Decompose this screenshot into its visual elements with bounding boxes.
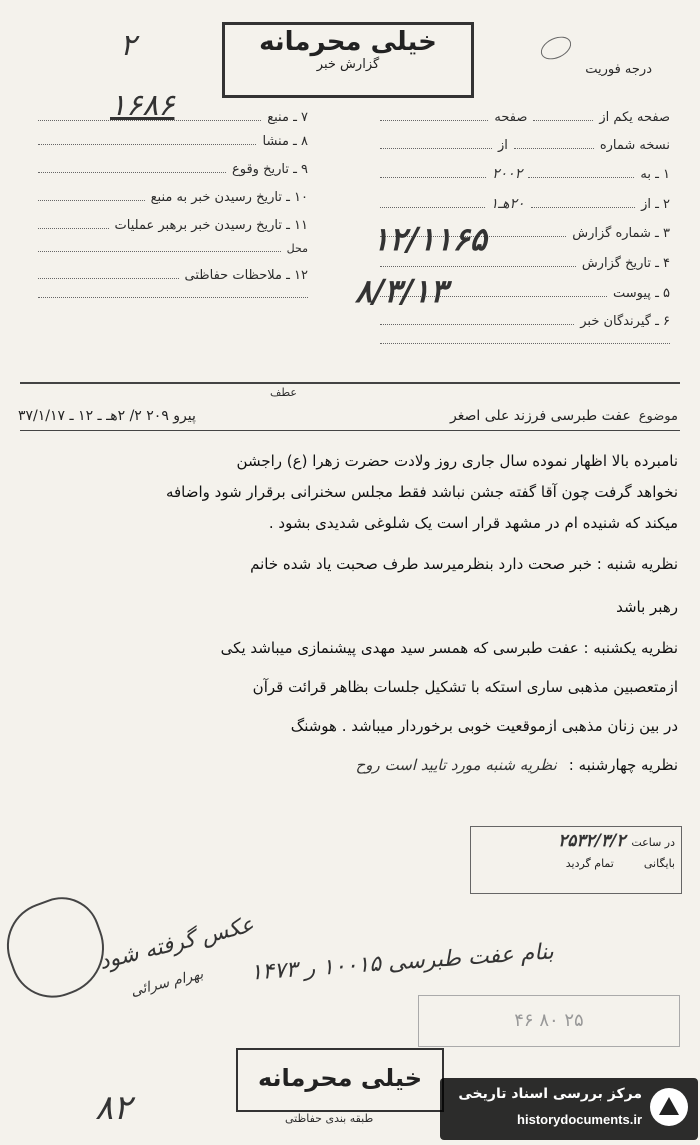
wednesday-row <box>28 750 678 781</box>
watermark-url: historydocuments.ir <box>517 1112 642 1127</box>
field-from: ۲ ـ از ۲۰هـ۱ <box>380 196 670 226</box>
classification-caption: طبقه بندی حفاظتی <box>285 1112 374 1125</box>
received-stamp <box>470 826 682 894</box>
subject-label: موضوع <box>638 409 678 424</box>
report-number-handwritten: ۱۲/۱۱۶۵ <box>372 220 487 258</box>
header-separator <box>20 382 680 384</box>
field-security-notes-cont <box>38 296 308 318</box>
field-origin: ۸ ـ منشا <box>38 134 308 162</box>
report-body <box>28 446 678 781</box>
field-report-number: ۳ ـ شماره گزارش <box>380 226 670 256</box>
watermark-logo-icon <box>650 1088 688 1126</box>
field-source: ۷ ـ منبع <box>38 110 308 134</box>
field-attachment: ۵ ـ پیوست <box>380 286 670 314</box>
watermark <box>440 1078 698 1140</box>
bottom-note-handwritten: عکس گرفته شود <box>96 912 257 975</box>
report-date-handwritten: ۸/۳/۱۳ <box>355 272 448 310</box>
subject-underline <box>20 430 680 431</box>
classification-stamp-bottom-main: خیلی محرمانه <box>257 1064 423 1092</box>
received-stamp-archive: بایگانی <box>643 857 675 870</box>
field-security-notes: ۱۲ ـ ملاحظات حفاظتی <box>38 268 308 296</box>
received-stamp-label: در ساعت <box>631 836 675 849</box>
body-line: میکند که شنیده ام در مشهد قرار است یک شلوغی شدیدی بشود . <box>268 514 678 532</box>
field-operation-leader-date: ۱۱ ـ تاریخ رسیدن خبر برهبر عملیات <box>38 218 308 242</box>
page-number-bottom: ۸۲ <box>95 1088 132 1128</box>
bottom-name-handwritten: بهرام سرائی <box>129 966 205 1000</box>
field-source-receipt-date: ۱۰ ـ تاریخ رسیدن خبر به منبع <box>38 190 308 218</box>
field-location: محل <box>38 242 308 268</box>
signature-scribble <box>0 886 118 1009</box>
body-line: ازمتعصبین مذهبی ساری استکه با تشکیل جلسات بظاهر قرائت قرآن <box>252 678 678 696</box>
field-recipients-cont <box>380 342 670 364</box>
received-stamp-number: ۲۵۳۲/۳/۲ <box>558 831 626 851</box>
faint-stamp: ۴۶ ۸۰ ۲۵ <box>418 995 680 1047</box>
body-line: نظریه چهارشنبه : <box>568 756 678 774</box>
urgency-label: درجه فوریت <box>585 62 652 77</box>
field-page: صفحه یکم از صفحه <box>380 110 670 138</box>
left-field-list <box>38 110 308 318</box>
classification-stamp-top <box>222 22 474 98</box>
field-to: ۱ ـ به ۲۰۰۲ <box>380 166 670 196</box>
body-line: نظریه شنبه : خبر صحت دارد بنظرمیرسد طرف صحبت یاد شده خانم <box>250 555 678 573</box>
subject-row <box>18 408 678 424</box>
classification-stamp-sub: گزارش خبر <box>316 57 380 72</box>
classification-stamp-bottom <box>236 1048 444 1112</box>
classification-stamp-main: خیلی محرمانه <box>259 27 437 57</box>
watermark-title: مرکز بررسی اسناد تاریخی <box>458 1086 642 1102</box>
field-recipients: ۶ ـ گیرندگان خبر <box>380 314 670 342</box>
body-line: در بین زنان مذهبی ازموقعیت خوبی برخوردار میباشد . هوشنگ <box>290 717 678 735</box>
field-occurrence-date: ۹ ـ تاریخ وقوع <box>38 162 308 190</box>
field-report-date: ۴ ـ تاریخ گزارش <box>380 256 670 286</box>
body-line: رهبر باشد <box>616 598 678 616</box>
wednesday-handwritten: نظریه شنبه مورد تایید است روح <box>355 756 557 774</box>
page-number-handwritten: ۲ <box>120 28 137 63</box>
urgency-mark <box>537 32 574 64</box>
subject-annotation: عطف <box>270 386 297 399</box>
serial-number-handwritten: ۱۶۸۶ <box>110 88 175 123</box>
subject-reference: پیرو ۲۰۹ ۲/ ۲هـ ـ ۱۲ ـ ۳۷/۱/۱۷ <box>18 408 196 424</box>
subject-text: عفت طبرسی فرزند علی اصغر <box>449 408 631 424</box>
field-copy-number: نسخه شماره از <box>380 138 670 166</box>
received-stamp-done: تمام گردید <box>565 857 614 870</box>
center-note-handwritten: بنام عفت طبرسی ۱۰۰۱۵ ر ۱۴۷۳ <box>249 939 555 986</box>
body-line: نامبرده بالا اظهار نموده سال جاری روز ولادت حضرت زهرا (ع) راجشن <box>236 452 678 470</box>
body-line: نخواهد گرفت چون آقا گفته جشن نباشد فقط مجلس سخنرانی برقرار شود واضافه <box>165 483 678 501</box>
body-line: نظریه یکشنبه : عفت طبرسی که همسر سید مهدی پیشنمازی میباشد یکی <box>220 639 678 657</box>
